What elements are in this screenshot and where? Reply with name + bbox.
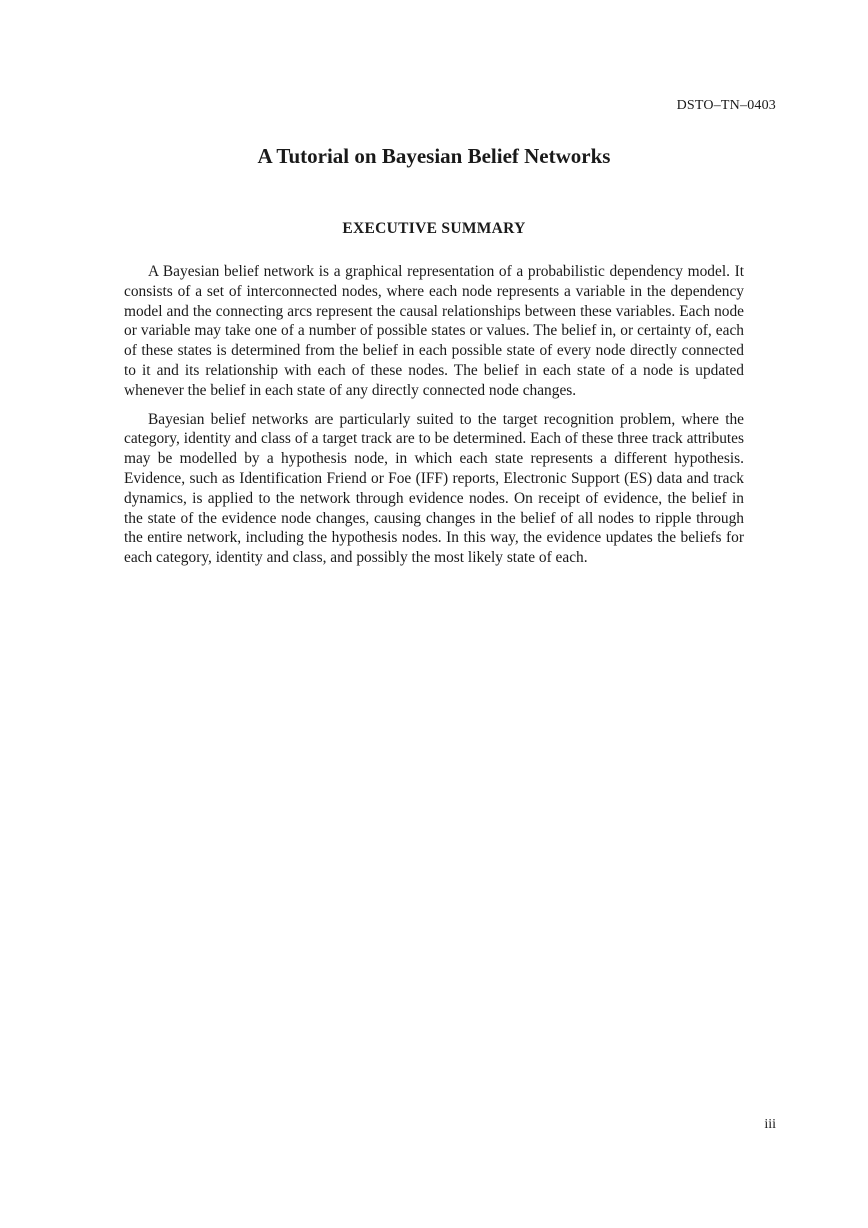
section-heading: EXECUTIVE SUMMARY [342,220,526,237]
executive-summary-body [124,262,744,577]
page-number: iii [764,1117,776,1132]
paragraph: Bayesian belief networks are particularly suited to the target recognition problem, where the category, identity and class of a target track are to be determined. Each of these three track attributes may be modelled by a hypothesis node, in which each state represents a different hypothesis. Evidence, such as Identification Friend or Foe (IFF) reports, Electronic Support (ES) data and track dynamics, is applied to the network through evidence nodes. On receipt of evidence, the belief in the state of the evidence node changes, causing changes in the belief of all nodes to ripple through the entire network, including the hypothesis nodes. In this way, the evidence updates the beliefs for each category, identity and class, and possibly the most likely state of each. [124,410,744,567]
paragraph: A Bayesian belief network is a graphical representation of a probabilistic dependency model. It consists of a set of interconnected nodes, where each node represents a variable in the dependency model and the connecting arcs represent the causal relationships between these variables. Each node or variable may take one of a number of possible states or values. The belief in, or certainty of, each of these states is determined from the belief in each possible state of every node directly connected to it and its relationship with each of these nodes. The belief in each state of a node is updated whenever the belief in each state of any directly connected node changes. [124,263,744,399]
document-number: DSTO–TN–0403 [676,98,776,113]
document-title: A Tutorial on Bayesian Belief Networks [257,144,611,168]
